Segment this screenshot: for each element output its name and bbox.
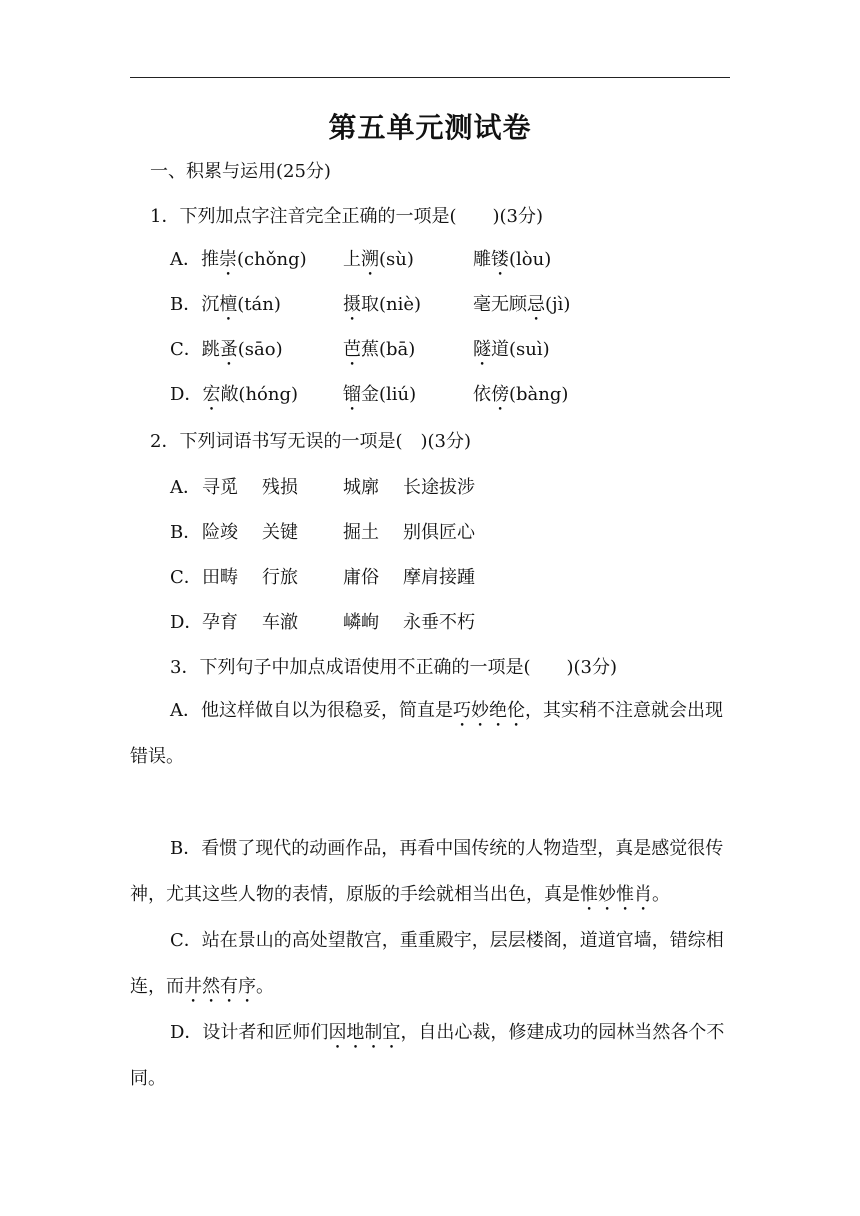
dotted-character: 忌 (527, 294, 545, 315)
dotted-character: 檀 (219, 294, 238, 315)
option-word: 掘土 (343, 522, 379, 543)
option-word: 城廓 (343, 477, 379, 498)
option-text: ，其实稍不注意就会出现错误。 (130, 700, 723, 767)
option-word: 关键 (262, 522, 298, 543)
question-3-option-d (130, 1010, 730, 1102)
option-letter: A． (170, 249, 201, 270)
dotted-idiom: 巧妙绝伦 (453, 700, 525, 721)
option-text: C．站在景山的高处望散宫，重重殿宇，层层楼阁，道道官墙，错综相连，而 (130, 930, 724, 997)
dotted-idiom: 因地制宜 (328, 1022, 401, 1043)
option-letter: C． (170, 339, 202, 360)
option-text: A．他这样做自以为很稳妥，简直是 (170, 700, 453, 721)
option-word: 庸俗 (343, 567, 379, 588)
option-text: 。 (256, 976, 274, 997)
dotted-idiom: 井然有序 (184, 976, 256, 997)
dotted-character: 蚤 (219, 339, 238, 360)
option-item (473, 293, 570, 325)
option-pinyin: (tán) (237, 294, 281, 315)
question-1-stem: 1．下列加点字注音完全正确的一项是( )(3分) (150, 206, 543, 227)
option-pinyin: (sù) (379, 249, 414, 270)
option-word: 车澈 (262, 612, 298, 633)
option-item (473, 383, 568, 415)
option-letter: D． (170, 612, 203, 633)
option-item (473, 338, 550, 370)
option-pinyin: (jì) (545, 294, 571, 315)
option-word: 残损 (262, 477, 298, 498)
option-pinyin: (lòu) (509, 249, 552, 270)
option-pinyin: 道(suì) (491, 339, 550, 360)
dotted-character: 摄 (343, 294, 361, 315)
option-text: 跳 (201, 339, 220, 360)
dotted-character: 宏 (202, 384, 221, 405)
option-letter: B． (170, 294, 202, 315)
option-item (473, 248, 551, 280)
option-pinyin: (bàng) (509, 384, 569, 405)
option-word: 险竣 (202, 522, 238, 543)
option-word: 摩肩接踵 (403, 567, 475, 588)
option-word: 行旅 (262, 567, 298, 588)
option-text: 推 (201, 249, 219, 270)
option-pinyin: 金(liú) (361, 384, 417, 405)
question-3-stem: 3．下列句子中加点成语使用不正确的一项是( )(3分) (170, 657, 617, 678)
option-text: B．看惯了现代的动画作品，再看中国传统的人物造型，真是感觉很传神，尤其这些人物的表情，原版的手绘就相当出色，真是 (130, 838, 724, 905)
option-pinyin: (sāo) (237, 339, 283, 360)
option-item (170, 293, 281, 325)
option-word: 长途拔涉 (403, 477, 475, 498)
dotted-character: 芭 (343, 339, 361, 360)
dotted-idiom: 惟妙惟肖 (580, 884, 652, 905)
dotted-character: 隧 (473, 339, 491, 360)
question-2-stem: 2．下列词语书写无误的一项是( )(3分) (150, 431, 471, 452)
question-3-option-b (130, 826, 730, 918)
option-item (343, 383, 416, 415)
option-text: 依 (473, 384, 491, 405)
option-pinyin: 取(niè) (361, 294, 422, 315)
option-item (170, 383, 298, 415)
option-text: D．设计者和匠师们 (170, 1022, 329, 1043)
question-3-option-c (130, 918, 730, 1010)
dotted-character: 镂 (491, 249, 509, 270)
option-item (343, 248, 414, 280)
option-text: 上 (343, 249, 361, 270)
option-text: 雕 (473, 249, 491, 270)
option-word: 田畴 (202, 567, 238, 588)
option-word: 嶙峋 (343, 612, 379, 633)
option-text: ，自出心裁，修建成功的园林当然各个不同。 (130, 1022, 725, 1089)
option-text: 。 (652, 884, 670, 905)
option-word: 寻觅 (202, 477, 238, 498)
option-pinyin: 蕉(bā) (361, 339, 416, 360)
option-text: 沉 (201, 294, 220, 315)
option-text: 毫无顾 (473, 294, 527, 315)
dotted-character: 崇 (219, 249, 237, 270)
option-letter: C． (170, 567, 202, 588)
option-letter: A． (170, 477, 201, 498)
option-letter: D． (170, 384, 203, 405)
header-rule (130, 77, 730, 78)
option-pinyin: (chǒng) (237, 249, 307, 270)
option-item (170, 248, 307, 280)
dotted-character: 镏 (343, 384, 361, 405)
option-word: 永垂不朽 (403, 612, 475, 633)
question-3-option-a (130, 688, 730, 780)
option-word: 孕育 (202, 612, 238, 633)
dotted-character: 溯 (361, 249, 379, 270)
option-pinyin: 敞(hóng) (220, 384, 299, 405)
page-title: 第五单元测试卷 (328, 111, 532, 144)
section-heading: 一、积累与运用(25分) (150, 161, 331, 182)
option-item (170, 338, 283, 370)
dotted-character: 傍 (491, 384, 509, 405)
option-word: 别俱匠心 (403, 522, 475, 543)
option-item (343, 293, 421, 325)
option-item (343, 338, 415, 370)
option-letter: B． (170, 522, 202, 543)
